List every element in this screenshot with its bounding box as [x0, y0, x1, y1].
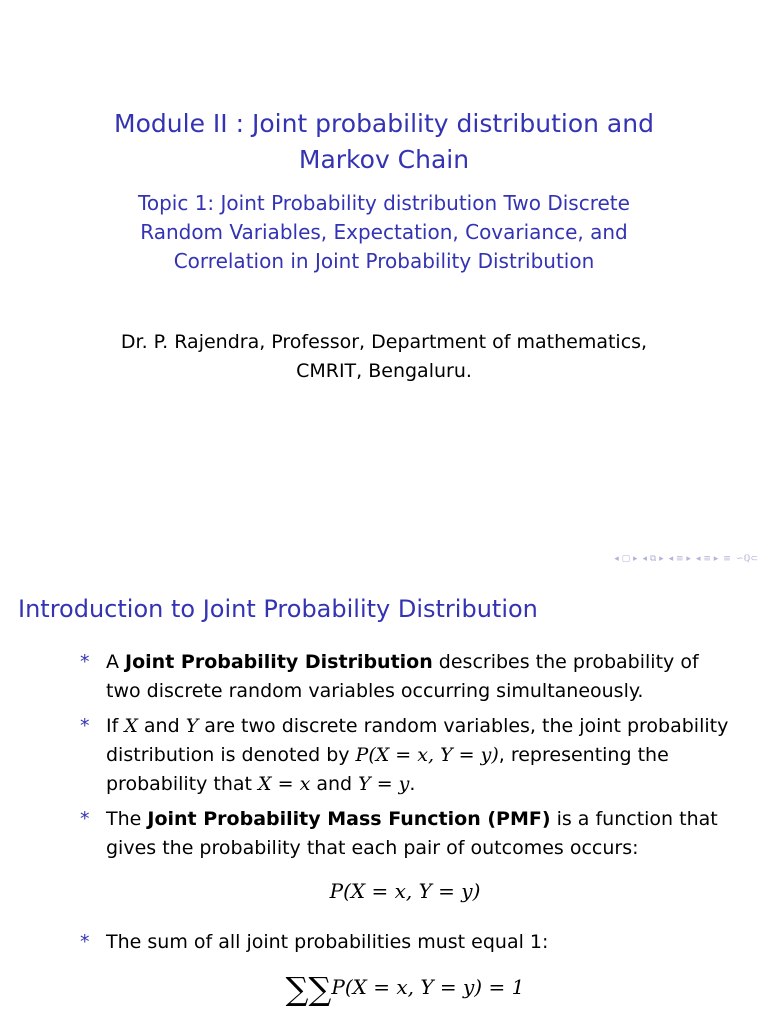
nav-first-icon[interactable]: ◂ ▢ ▸ — [614, 554, 638, 564]
title-line-2: Markov Chain — [298, 145, 470, 174]
bullet-star-icon: * — [80, 808, 90, 830]
list-item — [80, 805, 730, 863]
topic-line-2: Random Variables, Expectation, Covariance, and — [140, 220, 628, 244]
item1-pre: A — [106, 651, 126, 673]
item3-bold: Joint Probability Mass Function (PMF) — [147, 808, 551, 830]
bullet-star-icon: * — [80, 715, 90, 737]
item2-text-6: . — [409, 773, 416, 795]
author-line-1: Dr. P. Rajendra, Professor, Department of mathematics, — [120, 331, 648, 353]
frame-title: Introduction to Joint Probability Distribution — [18, 595, 538, 623]
intro-slide — [0, 576, 768, 1024]
var-x: X — [124, 715, 138, 737]
presentation-subtitle — [60, 189, 708, 276]
bullet-star-icon: * — [80, 931, 90, 953]
item3-post: is a function that gives the probability that each pair of outcomes occurs: — [106, 808, 718, 859]
item2-text-3: are two discrete random variables, the joint probability distribution is denoted by — [106, 715, 729, 766]
equation-pmf: P(X = x, Y = y) — [329, 879, 481, 903]
item2-text-4: , representing the probability that — [106, 744, 669, 795]
list-item — [80, 928, 730, 957]
item1-post: describes the probability of two discrete random variables occurring simultaneously. — [106, 651, 699, 702]
list-item — [80, 712, 730, 799]
item1-bold: Joint Probability Distribution — [125, 651, 433, 673]
bullet-list — [80, 648, 730, 1008]
nav-align-icon[interactable]: ≡ — [723, 554, 731, 564]
list-item — [80, 648, 730, 706]
topic-line-1: Topic 1: Joint Probability distribution Two Discrete — [138, 191, 630, 215]
author-line-2: CMRIT, Bengaluru. — [296, 360, 472, 382]
var-y: Y — [185, 715, 199, 737]
author-block — [60, 328, 708, 386]
equation-sum-body: P(X = x, Y = y) = 1 — [331, 975, 525, 999]
item3-pre: The — [106, 808, 148, 830]
item2-text-1: If — [106, 715, 125, 737]
bullet-star-icon: * — [80, 651, 90, 673]
inline-y-eq: Y = y — [358, 773, 410, 795]
nav-search-icon[interactable]: ∽ℚ⊂ — [735, 554, 758, 564]
topic-line-3: Correlation in Joint Probability Distribution — [173, 249, 595, 273]
display-equation-pmf — [80, 877, 730, 906]
double-sum-icon: ∑∑ — [285, 970, 332, 1008]
nav-subsection-icon[interactable]: ◂ ≡ ▸ — [668, 554, 691, 564]
item2-text-2: and — [137, 715, 186, 737]
nav-frame-icon[interactable]: ◂ ⧉ ▸ — [642, 554, 664, 564]
presentation-title — [60, 106, 708, 178]
inline-joint-prob: P(X = x, Y = y) — [355, 744, 499, 766]
display-equation-sum — [80, 970, 730, 1008]
item4-text: The sum of all joint probabilities must equal 1: — [106, 931, 549, 953]
title-line-1: Module II : Joint probability distribution and — [114, 109, 654, 138]
nav-section-icon[interactable]: ◂ ≡ ▸ — [695, 554, 719, 564]
beamer-navigation-bar — [614, 554, 758, 564]
item2-text-5: and — [310, 773, 359, 795]
inline-x-eq: X = x — [258, 773, 311, 795]
